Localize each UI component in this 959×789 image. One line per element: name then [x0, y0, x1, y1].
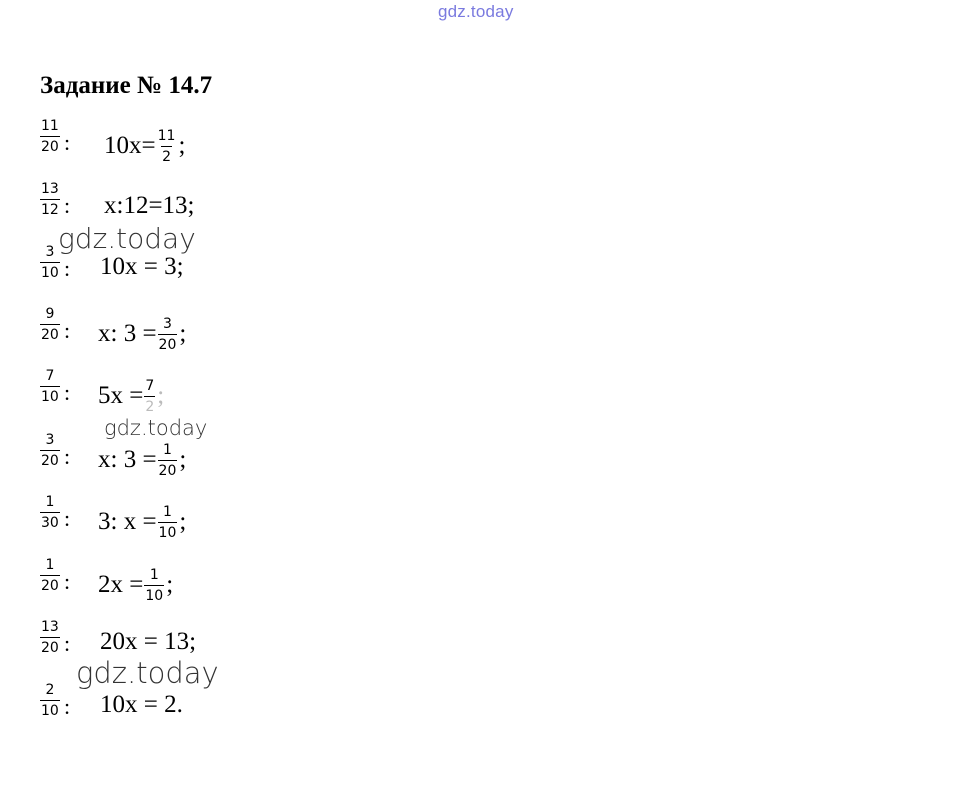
task-heading: Задание № 14.7: [40, 72, 213, 99]
ratio-fraction: $\frac{13}{20}$: [41, 619, 59, 656]
ratio-fraction: $\frac{13}{12}$: [41, 181, 59, 218]
equation: 10x= $\frac{11}{2}$ ;: [104, 128, 186, 165]
ratio-fraction: $\frac{3}{10}$: [41, 244, 59, 281]
equation: x: 3 = $\frac{3}{20}$ ;: [98, 316, 187, 353]
equation: 3: x = $\frac{1}{10}$ ;: [98, 504, 187, 541]
ratio-fraction: $\frac{7}{10}$: [41, 368, 59, 405]
ratio-fraction: $\frac{3}{20}$: [41, 432, 59, 469]
equation: 2x = $\frac{1}{10}$ ;: [98, 567, 174, 604]
watermark: gdz.today: [58, 222, 196, 255]
equation-fraction: $\frac{7}{2}$: [145, 378, 155, 415]
ratio-fraction: $\frac{11}{20}$: [41, 118, 59, 155]
equation: 10x = 2.: [100, 691, 183, 718]
equation-fraction: $\frac{1}{10}$: [158, 504, 177, 541]
equation-fraction: $\frac{1}{10}$: [145, 567, 164, 604]
equation: 10x = 3;: [100, 253, 184, 280]
ratio-fraction: $\frac{9}{20}$: [41, 306, 59, 343]
equation: 5x = $\frac{7}{2}$ ;: [98, 378, 165, 415]
ratio-fraction: $\frac{1}{30}$: [41, 494, 59, 531]
equation-fraction: $\frac{11}{2}$: [157, 128, 176, 165]
ratio-fraction: $\frac{2}{10}$: [41, 682, 59, 719]
equation: x: 3 = $\frac{1}{20}$ ;: [98, 442, 187, 479]
watermark: gdz.today: [104, 416, 208, 440]
watermark-top: gdz.today: [438, 2, 514, 21]
ratio-fraction: $\frac{1}{20}$: [41, 557, 59, 594]
equation-fraction: $\frac{3}{20}$: [158, 316, 177, 353]
equation-fraction: $\frac{1}{20}$: [158, 442, 177, 479]
equation: x:12=13;: [104, 192, 195, 219]
equation: 20x = 13;: [100, 628, 197, 655]
watermark: gdz.today: [76, 656, 219, 690]
